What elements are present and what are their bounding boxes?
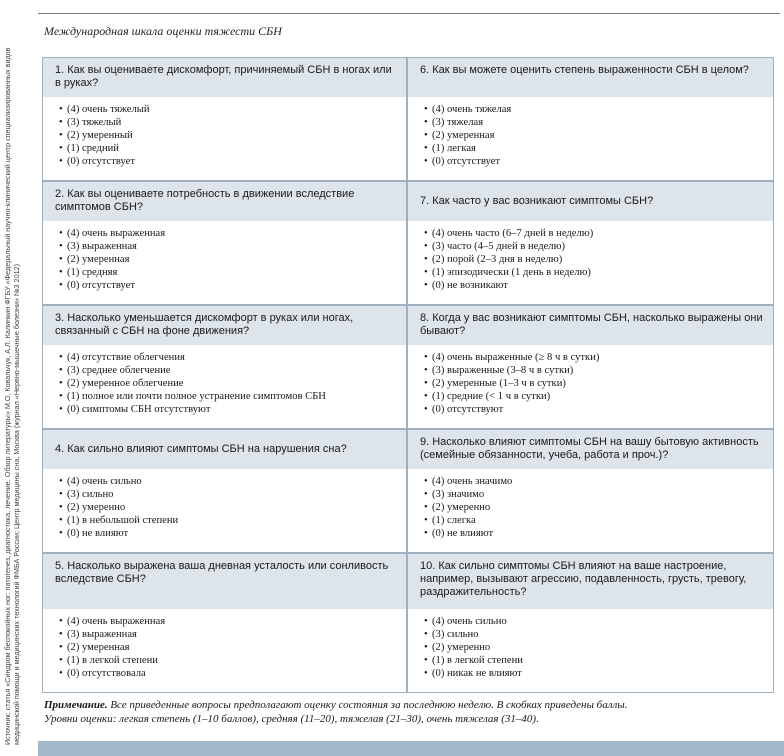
option-item: • (4) очень сильно [424,615,773,628]
note [44,698,774,726]
top-rule [38,13,780,14]
note-label: Примечание. [44,699,108,711]
option-item: • (2) умеренно [424,641,773,654]
option-item: • (0) отсутствует [59,155,406,168]
question-text: 10. Как сильно симптомы СБН влияют на ваше настроение, например, вызывают агрессию, подавленность, грусть, тревогу, раздражительность? [408,554,773,609]
option-item: • (1) в легкой степени [59,654,406,667]
option-item: • (2) умеренная [59,253,406,266]
option-list [408,469,773,540]
question-cell [408,306,773,428]
source-caption-text: Источник: статья «Синдром беспокойных ног: патогенез, диагностика, лечение. Обзор литературы» М.О. Ковальчук, А.Л. Калинкин ФГБУ «Федеральный научно-клинический центр специализированных видов медицинской помощи и медицинских технологий ФМБА России; Центр медицины сна, Москва (журнал «Нервно-мышечные болезни» №3 2012) [3,47,21,745]
option-list [408,609,773,680]
note-levels: Уровни оценки: легкая степень (1–10 баллов), средняя (11–20), тяжелая (21–30), очень тяжелая (31–40). [44,713,539,725]
option-item: • (4) очень часто (6–7 дней в неделю) [424,227,773,240]
question-cell [43,554,406,692]
question-text: 7. Как часто у вас возникают симптомы СБН? [408,182,773,221]
question-cell [43,430,406,552]
option-item: • (2) умеренно [59,501,406,514]
option-item: • (3) тяжелая [424,116,773,129]
option-item: • (1) в небольшой степени [59,514,406,527]
option-item: • (4) очень выраженная [59,227,406,240]
question-text: 4. Как сильно влияют симптомы СБН на нарушения сна? [43,430,406,469]
page-title: Международная шкала оценки тяжести СБН [44,24,282,38]
option-list [408,221,773,292]
question-text: 3. Насколько уменьшается дискомфорт в руках или ногах, связанный с СБН на фоне движения? [43,306,406,345]
option-item: • (1) средние (< 1 ч в сутки) [424,390,773,403]
option-item: • (1) слегка [424,514,773,527]
option-item: • (3) выраженные (3–8 ч в сутки) [424,364,773,377]
option-item: • (3) выраженная [59,240,406,253]
source-caption [0,0,36,756]
option-item: • (2) умеренная [59,641,406,654]
question-text: 5. Насколько выражена ваша дневная усталость или сонливость вследствие СБН? [43,554,406,609]
option-list [408,345,773,416]
option-item: • (3) значимо [424,488,773,501]
option-item: • (0) никак не влияют [424,667,773,680]
option-item: • (4) очень выраженные (≥ 8 ч в сутки) [424,351,773,364]
question-text: 9. Насколько влияют симптомы СБН на вашу бытовую активность (семейные обязанности, учеба, работа и проч.)? [408,430,773,469]
option-item: • (0) не влияют [424,527,773,540]
option-item: • (0) отсутствует [59,279,406,292]
question-grid [42,57,774,693]
option-item: • (4) очень тяжелая [424,103,773,116]
option-item: • (4) очень сильно [59,475,406,488]
option-item: • (0) отсутствовала [59,667,406,680]
option-item: • (3) тяжелый [59,116,406,129]
question-cell [408,182,773,304]
option-item: • (2) умеренное облегчение [59,377,406,390]
option-item: • (4) очень выраженная [59,615,406,628]
option-item: • (1) в легкой степени [424,654,773,667]
option-item: • (1) легкая [424,142,773,155]
bottom-bar [38,741,784,756]
option-item: • (3) выраженная [59,628,406,641]
option-item: • (2) умеренная [424,129,773,142]
question-cell [43,306,406,428]
option-item: • (4) отсутствие облегчения [59,351,406,364]
option-item: • (1) полное или почти полное устранение симптомов СБН [59,390,406,403]
option-list [43,345,406,416]
option-item: • (1) средняя [59,266,406,279]
option-item: • (0) симптомы СБН отсутствуют [59,403,406,416]
option-item: • (0) отсутствует [424,155,773,168]
question-cell [43,182,406,304]
question-text: 2. Как вы оцениваете потребность в движении вследствие симптомов СБН? [43,182,406,221]
question-cell [408,58,773,180]
question-text: 6. Как вы можете оценить степень выраженности СБН в целом? [408,58,773,97]
question-cell [408,430,773,552]
option-item: • (1) эпизодически (1 день в неделю) [424,266,773,279]
option-item: • (3) сильно [424,628,773,641]
question-text: 8. Когда у вас возникают симптомы СБН, насколько выражены они бывают? [408,306,773,345]
option-item: • (3) часто (4–5 дней в неделю) [424,240,773,253]
question-cell [43,58,406,180]
option-item: • (3) сильно [59,488,406,501]
option-list [43,609,406,680]
option-item: • (2) порой (2–3 дня в неделю) [424,253,773,266]
option-item: • (2) умеренный [59,129,406,142]
question-cell [408,554,773,692]
option-item: • (3) среднее облегчение [59,364,406,377]
option-item: • (0) отсутствуют [424,403,773,416]
option-item: • (1) средний [59,142,406,155]
note-text: Все приведенные вопросы предполагают оценку состояния за последнюю неделю. В скобках приведены баллы. [107,699,628,711]
option-list [43,221,406,292]
option-item: • (4) очень значимо [424,475,773,488]
option-item: • (0) не влияют [59,527,406,540]
option-item: • (2) умеренно [424,501,773,514]
option-item: • (4) очень тяжелый [59,103,406,116]
option-list [43,97,406,168]
question-text: 1. Как вы оцениваете дискомфорт, причиняемый СБН в ногах или в руках? [43,58,406,97]
option-list [408,97,773,168]
option-item: • (0) не возникают [424,279,773,292]
option-list [43,469,406,540]
option-item: • (2) умеренные (1–3 ч в сутки) [424,377,773,390]
